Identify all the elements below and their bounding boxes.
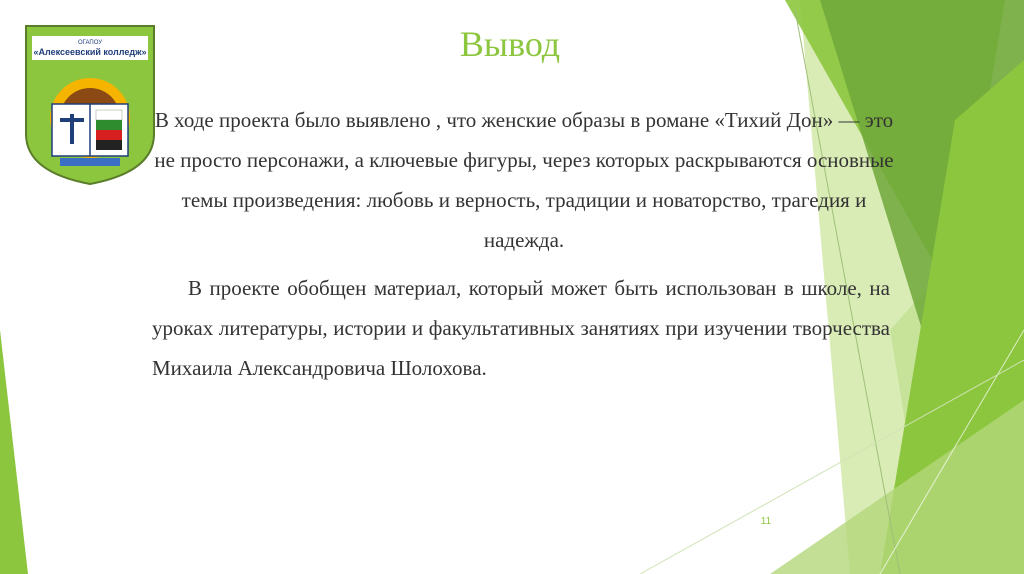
emblem-flag-green	[96, 120, 122, 130]
conclusion-paragraph-2: В проекте обобщен материал, который может быть использован в школе, на уроках литературы, истории и факультативных занятиях при изучении творчества Михаила Александровича Шолохова.	[152, 276, 890, 380]
emblem-college-name: «Алексеевский колледж»	[33, 47, 147, 57]
page-number: 11	[760, 516, 772, 527]
emblem-ribbon	[60, 158, 120, 166]
conclusion-paragraph-1: В ходе проекта было выявлено , что женские образы в романе «Тихий Дон» — это не просто персонажи, а ключевые фигуры, через которых раскрываются основные темы произведения: любовь и верность, традиции и новаторство, трагедия и надежда.	[154, 108, 894, 252]
emblem-org-label: ОГАПОУ	[77, 40, 103, 46]
emblem-flag-black	[96, 140, 122, 150]
emblem-flag-red	[96, 130, 122, 140]
left-green-strip	[0, 330, 28, 574]
college-emblem	[22, 22, 158, 188]
emblem-flag-white	[96, 110, 122, 120]
emblem-tools-stand	[70, 114, 74, 144]
slide-title: Вывод	[459, 24, 561, 64]
